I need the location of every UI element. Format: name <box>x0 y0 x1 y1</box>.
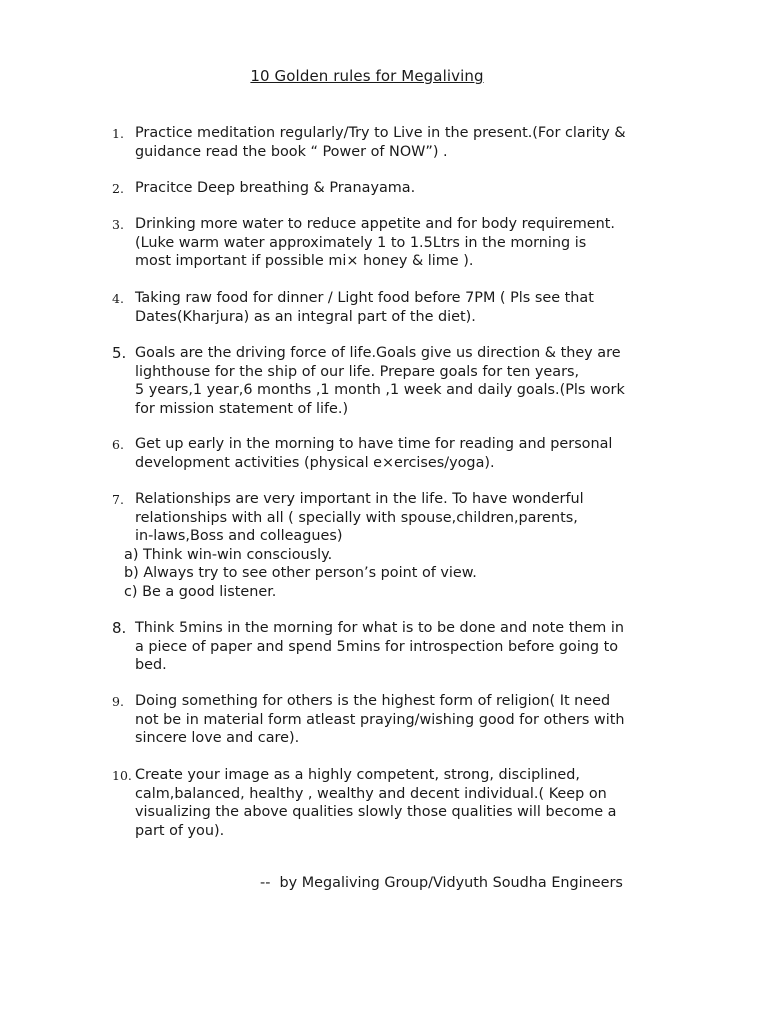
rule-3 <box>112 215 672 271</box>
rule-text: Get up early in the morning to have time for reading and personal development activities (physical e×ercises/yoga). <box>135 436 613 471</box>
rule-number: 2. <box>112 181 124 196</box>
sub-point-a: a) Think win-win consciously. <box>124 546 333 563</box>
signature: -- by Megaliving Group/Vidyuth Soudha Engineers <box>260 875 623 891</box>
rule-text: Pracitce Deep breathing & Pranayama. <box>135 180 416 196</box>
rule-number: 5. <box>112 344 127 362</box>
rule-number: 8. <box>112 619 127 637</box>
rule-2 <box>112 179 672 198</box>
rule-number: 9. <box>112 694 124 709</box>
rule-7 <box>112 490 672 601</box>
rule-5 <box>112 344 672 418</box>
rule-text: Taking raw food for dinner / Light food before 7PM ( Pls see that Dates(Kharjura) as an integral part of the diet). <box>135 290 594 325</box>
rule-text: Think 5mins in the morning for what is to be done and note them in a piece of paper and spend 5mins for introspection before going to bed. <box>135 620 625 673</box>
rule-text: Doing something for others is the highest form of religion( It need not be in material form atleast praying/wishing good for others with sincere love and care). <box>135 693 625 746</box>
rule-8 <box>112 619 672 675</box>
rule-number: 10. <box>112 768 132 783</box>
rule-number: 7. <box>112 492 124 507</box>
rule-number: 1. <box>112 126 124 141</box>
rule-4 <box>112 289 672 326</box>
rule-6 <box>112 435 672 472</box>
rule-text: Create your image as a highly competent, strong, disciplined, calm,balanced, healthy , wealthy and decent individual.( Keep on visualizing the above qualities slowly those qualities will become a part of you). <box>135 767 617 839</box>
rule-number: 6. <box>112 437 124 452</box>
rule-1 <box>112 124 672 161</box>
rule-7-subpoints <box>124 546 672 602</box>
rule-number: 4. <box>112 291 124 306</box>
sub-point-b: b) Always try to see other person’s point of view. <box>124 565 477 581</box>
rule-10 <box>112 766 672 840</box>
rule-9 <box>112 692 672 748</box>
rule-text: Practice meditation regularly/Try to Live in the present.(For clarity & guidance read the book “ Power of NOW”) . <box>135 125 626 160</box>
rule-text: Relationships are very important in the life. To have wonderful relationships with all ( specially with spouse,children,parents, in-laws,Boss and colleagues) <box>135 491 584 544</box>
rule-text: Drinking more water to reduce appetite and for body requirement. (Luke warm water approximately 1 to 1.5Ltrs in the morning is most important if possible mi× honey & lime ). <box>135 216 615 269</box>
page-title: 10 Golden rules for Megaliving <box>250 67 484 85</box>
sub-point-c: c) Be a good listener. <box>124 583 277 600</box>
rule-text: Goals are the driving force of life.Goals give us direction & they are lighthouse for the ship of our life. Prepare goals for ten years, 5 years,1 year,6 months ,1 month ,1 week and daily goals.(Pls work for mission statement of life.) <box>135 345 625 417</box>
rule-number: 3. <box>112 217 124 232</box>
